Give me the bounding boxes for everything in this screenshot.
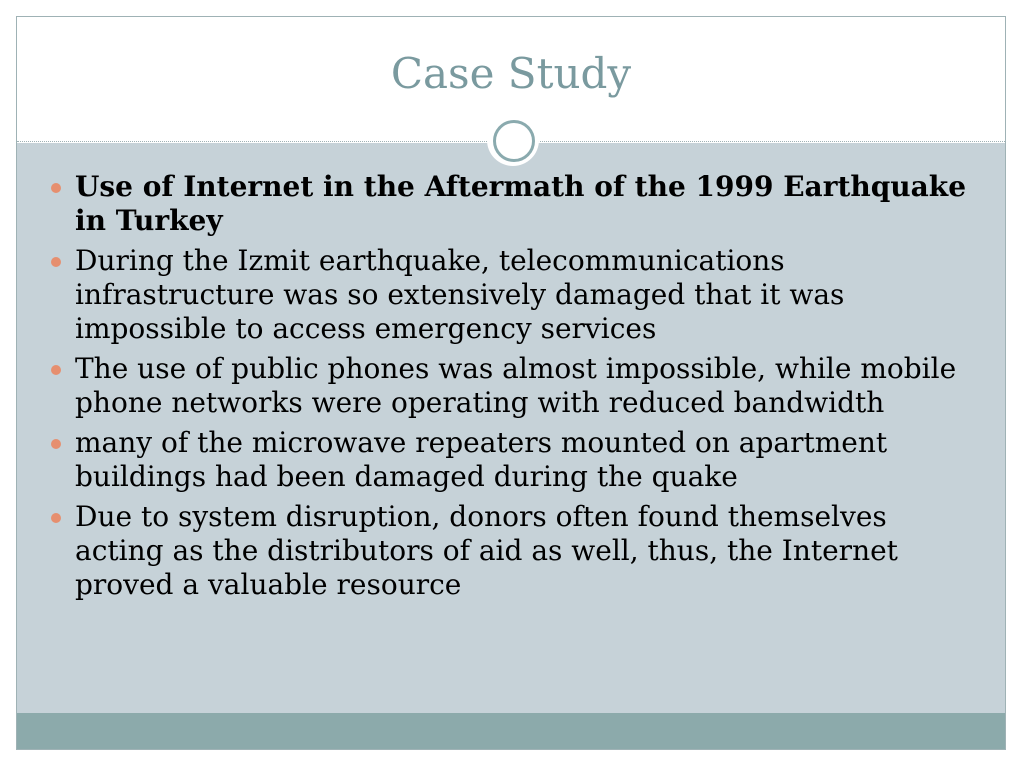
bullet-dot-icon: [51, 365, 61, 375]
bullet-list: [51, 170, 981, 608]
bullet-text: During the Izmit earthquake, telecommunications infrastructure was so extensively damaged that it was impossible to access emergency services: [75, 244, 845, 345]
bullet-dot-icon: [51, 257, 61, 267]
slide-title: Case Study: [390, 49, 632, 98]
bullet-item: [51, 244, 981, 346]
bullet-dot-icon: [51, 183, 61, 193]
bullet-text: Due to system disruption, donors often found themselves acting as the distributors of aid as well, thus, the Internet proved a valuable resource: [75, 500, 898, 601]
bullet-item: [51, 170, 981, 238]
circle-ornament-icon: [487, 114, 539, 166]
bullet-dot-icon: [51, 513, 61, 523]
bullet-item: [51, 352, 981, 420]
bullet-item: [51, 500, 981, 602]
ring-icon: [493, 120, 535, 162]
footer-bar: [17, 713, 1005, 749]
slide: [16, 16, 1006, 750]
bullet-text: many of the microwave repeaters mounted on apartment buildings had been damaged during the quake: [75, 426, 888, 493]
bullet-item: [51, 426, 981, 494]
bullet-text: The use of public phones was almost impossible, while mobile phone networks were operating with reduced bandwidth: [75, 352, 957, 419]
bullet-text: Use of Internet in the Aftermath of the 1999 Earthquake in Turkey: [75, 170, 967, 237]
bullet-dot-icon: [51, 439, 61, 449]
